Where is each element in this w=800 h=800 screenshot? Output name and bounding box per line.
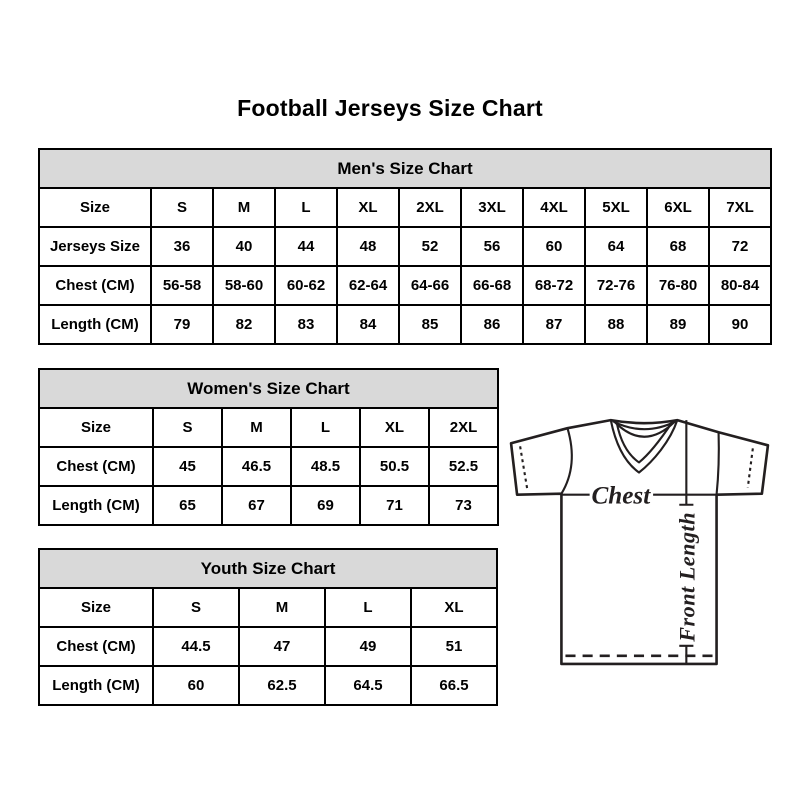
table-cell: 51 — [411, 627, 497, 666]
table-cell: 49 — [325, 627, 411, 666]
table-cell: 66.5 — [411, 666, 497, 705]
table-cell: 66-68 — [461, 266, 523, 305]
table-cell: M — [239, 588, 325, 627]
table-cell: 45 — [153, 447, 222, 486]
table-cell: 65 — [153, 486, 222, 525]
womens-table — [38, 368, 499, 526]
table-cell: 83 — [275, 305, 337, 344]
table-cell: 64.5 — [325, 666, 411, 705]
table-header-row — [39, 149, 771, 188]
table-cell: 48.5 — [291, 447, 360, 486]
table-cell: 62-64 — [337, 266, 399, 305]
table-cell: XL — [337, 188, 399, 227]
table-row — [39, 666, 497, 705]
table-row — [39, 627, 497, 666]
table-cell: 6XL — [647, 188, 709, 227]
table-cell: L — [275, 188, 337, 227]
table-cell: L — [291, 408, 360, 447]
table-cell: 71 — [360, 486, 429, 525]
table-cell: 68 — [647, 227, 709, 266]
table-cell: 58-60 — [213, 266, 275, 305]
table-header-row — [39, 549, 497, 588]
left-cuff-stitch — [520, 446, 527, 488]
right-cuff-stitch — [748, 448, 753, 487]
jersey-outline — [511, 420, 768, 664]
table-cell: 56 — [461, 227, 523, 266]
table-cell: S — [151, 188, 213, 227]
row-label: Chest (CM) — [39, 627, 153, 666]
table-row — [39, 188, 771, 227]
youth-table-title: Youth Size Chart — [39, 549, 497, 588]
page-title: Football Jerseys Size Chart — [237, 95, 543, 121]
table-cell: 40 — [213, 227, 275, 266]
table-cell: XL — [360, 408, 429, 447]
table-cell: 44 — [275, 227, 337, 266]
table-cell: M — [222, 408, 291, 447]
row-label: Size — [39, 408, 153, 447]
table-cell: 88 — [585, 305, 647, 344]
table-cell: 60 — [523, 227, 585, 266]
table-cell: 2XL — [399, 188, 461, 227]
row-label: Size — [39, 588, 153, 627]
table-cell: 48 — [337, 227, 399, 266]
jersey-illustration-icon — [504, 403, 776, 675]
table-cell: 50.5 — [360, 447, 429, 486]
youth-table — [38, 548, 498, 706]
table-cell: 72-76 — [585, 266, 647, 305]
table-cell: 47 — [239, 627, 325, 666]
table-cell: 90 — [709, 305, 771, 344]
table-cell: 60-62 — [275, 266, 337, 305]
table-cell: 76-80 — [647, 266, 709, 305]
table-cell: M — [213, 188, 275, 227]
table-cell: 2XL — [429, 408, 498, 447]
row-label: Chest (CM) — [39, 447, 153, 486]
table-cell: 86 — [461, 305, 523, 344]
table-cell: 67 — [222, 486, 291, 525]
table-cell: 84 — [337, 305, 399, 344]
table-row — [39, 227, 771, 266]
row-label: Length (CM) — [39, 305, 151, 344]
table-cell: 52.5 — [429, 447, 498, 486]
table-cell: 3XL — [461, 188, 523, 227]
table-cell: 64 — [585, 227, 647, 266]
table-cell: 36 — [151, 227, 213, 266]
table-cell: 79 — [151, 305, 213, 344]
table-cell: 5XL — [585, 188, 647, 227]
row-label: Size — [39, 188, 151, 227]
table-cell: 4XL — [523, 188, 585, 227]
table-cell: 60 — [153, 666, 239, 705]
front-length-measure-label: Front Length — [674, 511, 700, 642]
table-row — [39, 408, 498, 447]
table-cell: 68-72 — [523, 266, 585, 305]
left-armhole-seam — [561, 428, 571, 493]
chest-measure-label: Chest — [591, 482, 651, 510]
table-cell: 52 — [399, 227, 461, 266]
youth-size-chart — [38, 548, 498, 706]
row-label: Jerseys Size — [39, 227, 151, 266]
row-label: Length (CM) — [39, 486, 153, 525]
table-cell: 73 — [429, 486, 498, 525]
table-cell: 7XL — [709, 188, 771, 227]
table-cell: S — [153, 588, 239, 627]
table-row — [39, 588, 497, 627]
table-cell: 89 — [647, 305, 709, 344]
table-header-row — [39, 369, 498, 408]
table-cell: S — [153, 408, 222, 447]
womens-size-chart — [38, 368, 499, 526]
table-cell: 69 — [291, 486, 360, 525]
table-cell: XL — [411, 588, 497, 627]
table-cell: L — [325, 588, 411, 627]
table-cell: 72 — [709, 227, 771, 266]
table-cell: 56-58 — [151, 266, 213, 305]
table-row — [39, 447, 498, 486]
table-cell: 62.5 — [239, 666, 325, 705]
mens-size-chart — [38, 148, 772, 345]
table-cell: 82 — [213, 305, 275, 344]
table-cell: 46.5 — [222, 447, 291, 486]
table-cell: 44.5 — [153, 627, 239, 666]
jersey-measurement-diagram — [504, 403, 776, 675]
row-label: Chest (CM) — [39, 266, 151, 305]
table-cell: 87 — [523, 305, 585, 344]
mens-table-title: Men's Size Chart — [39, 149, 771, 188]
table-row — [39, 266, 771, 305]
table-cell: 85 — [399, 305, 461, 344]
table-cell: 64-66 — [399, 266, 461, 305]
mens-table — [38, 148, 772, 345]
row-label: Length (CM) — [39, 666, 153, 705]
table-row — [39, 486, 498, 525]
right-armhole-seam — [717, 432, 719, 494]
table-cell: 80-84 — [709, 266, 771, 305]
womens-table-title: Women's Size Chart — [39, 369, 498, 408]
table-row — [39, 305, 771, 344]
